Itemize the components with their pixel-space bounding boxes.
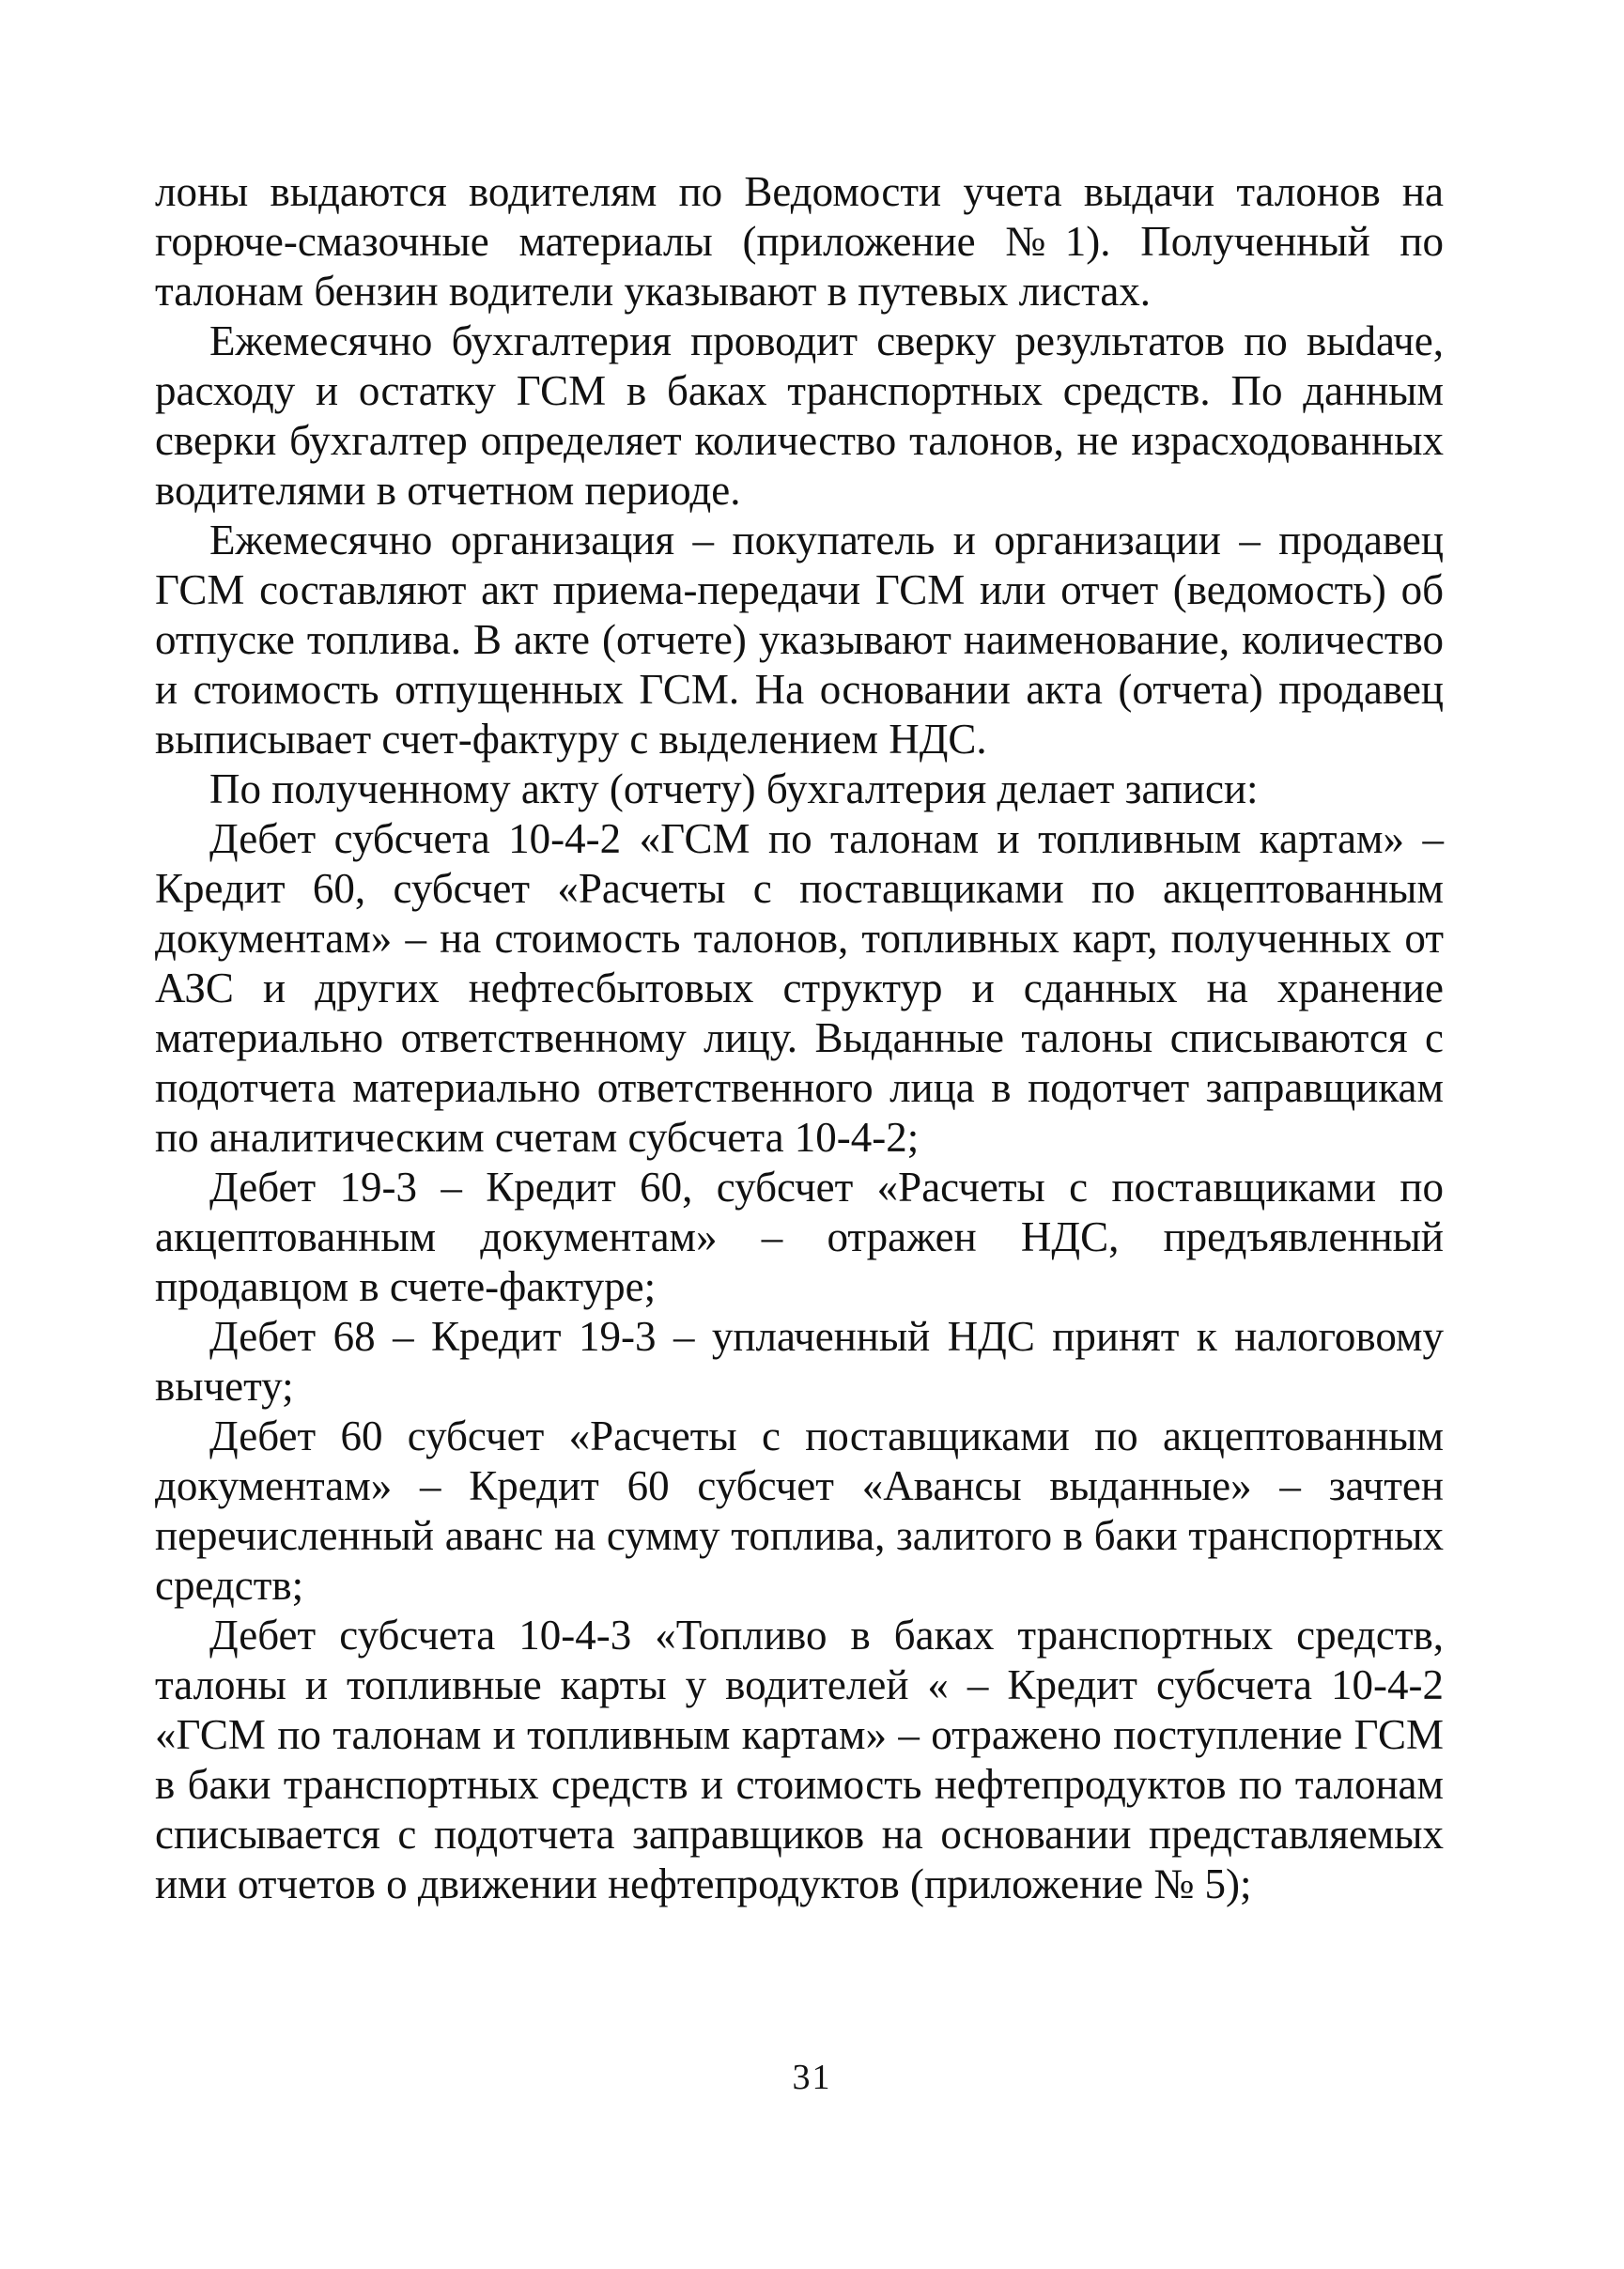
paragraph-entry-10-4-3: Дебет субсчета 10-4-3 «Топливо в баках транспортных средств, талоны и топливные карты у водителей « – Кредит субсчета 10-4-2 «ГСМ по талонам и топливным картам» – отражено поступление ГСМ в баки транспортных средств и стоимость нефтепродуктов по талонам списывается с подотчета заправщиков на основании представляемых ими отчетов о движении нефтепродуктов (приложение № 5); <box>155 1612 1444 1907</box>
body-text <box>155 167 1444 1909</box>
paragraph-continuation: лоны выдаются водителям по Ведомости учета выдачи талонов на горюче-смазочные материалы (приложение №1). Полученный по талонам бензин водители указывают в путевых листах. <box>155 168 1444 315</box>
paragraph-entries-intro: По полученному акту (отчету) бухгалтерия делает записи: <box>209 765 1259 812</box>
paragraph-acceptance-act: Ежемесячно организация – покупатель и организации – продавец ГСМ составляют акт приема-передачи ГСМ или отчет (ведомость) об отпуске топлива. В акте (отчете) указывают наименование, количество и стоимость отпущенных ГСМ. На основании акта (отчета) продавец выписывает счет-фактуру с выделением НДС. <box>155 517 1444 763</box>
paragraph-entry-60: Дебет 60 субсчет «Расчеты с поставщиками по акцептованным документам» – Кредит 60 субсчет «Авансы выданные» – зачтен перечисленный аванс на сумму топлива, залитого в баки транспортных средств; <box>155 1412 1444 1609</box>
paragraph-entry-19-3: Дебет 19-3 – Кредит 60, субсчет «Расчеты с поставщиками по акцептованным документам» – отражен НДС, предъявленный продавцом в счете-фактуре; <box>155 1164 1444 1310</box>
paragraph-entry-68: Дебет 68 – Кредит 19-3 – уплаченный НДС принят к налоговому вычету; <box>155 1313 1444 1410</box>
page-number: 31 <box>792 2058 832 2097</box>
paragraph-reconciliation: Ежемесячно бухгалтерия проводит сверку результатов по выdаче, расходу и остатку ГСМ в баках транспортных средств. По данным сверки бухгалтер определяет количество талонов, не израсходованных водителями в отчетном периоде. <box>155 317 1444 514</box>
paragraph-entry-10-4-2: Дебет субсчета 10-4-2 «ГСМ по талонам и топливным картам» – Кредит 60, субсчет «Расчеты с поставщиками по акцептованным документам» – на стоимость талонов, топливных карт, полученных от АЗС и других нефтесбытовых структур и сданных на хранение материально ответственному лицу. Выданные талоны списываются с подотчета материально ответственного лица в подотчет заправщикам по аналитическим счетам субсчета 10-4-2; <box>155 815 1444 1161</box>
